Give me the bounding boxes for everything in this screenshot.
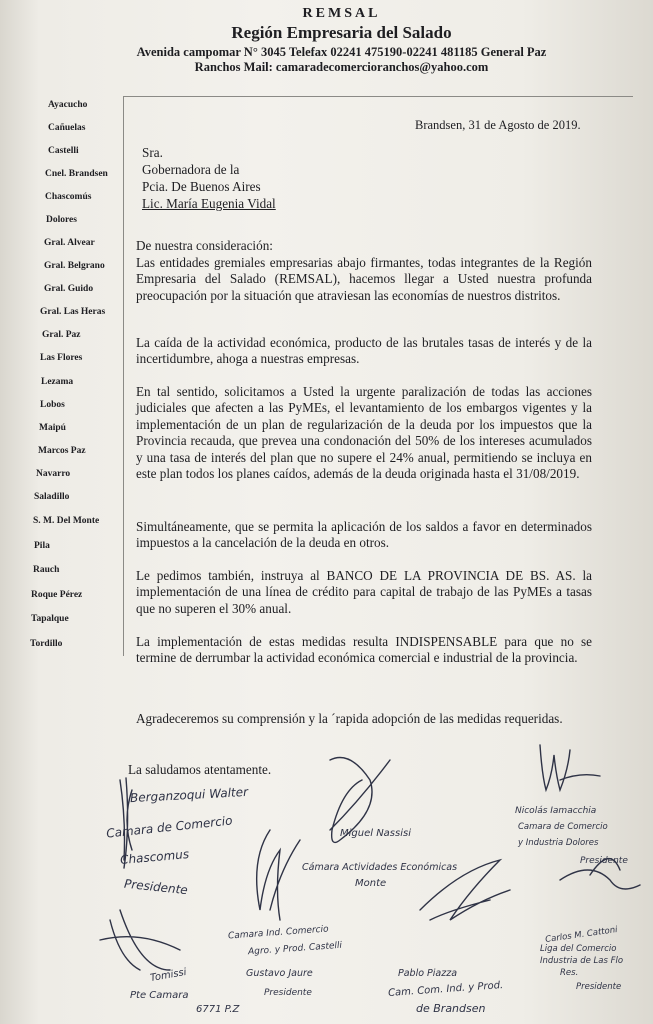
signature-4-line: Presidente	[264, 988, 312, 998]
signature-1-name: Berganzoqui Walter	[129, 784, 249, 806]
signature-6-line: Res.	[560, 968, 579, 978]
addressee-name: Lic. María Eugenia Vidal	[142, 196, 276, 211]
district-item: Maipú	[39, 423, 66, 433]
signature-2-line: Monte	[355, 878, 387, 889]
paragraph-1: Las entidades gremiales empresarias abajo firmantes, todas integrantes de la Región Empresaria del Salado (REMSAL), hacemos llegar a Usted nuestra profunda preocupación por la situación que atraviesan las economías de nuestros distritos.	[136, 255, 592, 303]
letter-date: Brandsen, 31 de Agosto de 2019.	[415, 118, 581, 132]
district-item: Tapalque	[31, 614, 69, 624]
district-item: Chascomús	[45, 192, 92, 202]
district-item: Rauch	[33, 565, 60, 575]
signature-3-line: Camara de Comercio	[518, 822, 608, 832]
org-address: Avenida campomar N° 3045 Telefax 02241 475190-02241 481185 General Paz	[136, 45, 547, 59]
district-item: Gral. Paz	[42, 330, 81, 340]
signature-7-name: Tomissi	[149, 966, 188, 985]
district-item: Pila	[34, 541, 50, 551]
sidebar-rule	[123, 96, 124, 656]
signature-5-line: Cam. Com. Ind. y Prod.	[387, 979, 504, 1000]
signature-4-name: Gustavo Jaure	[246, 968, 313, 979]
addressee-line: Sra.	[142, 145, 163, 160]
signature-6-line: Liga del Comercio	[540, 944, 617, 954]
district-item: Gral. Las Heras	[40, 307, 106, 317]
signatures-scribbles	[0, 740, 653, 1024]
closing: La saludamos atentamente.	[128, 762, 272, 777]
signature-2-name: Miguel Nassisi	[340, 828, 411, 839]
district-item: S. M. Del Monte	[33, 516, 100, 526]
district-item: Tordillo	[30, 639, 63, 649]
signature-4-line: Agro. y Prod. Castelli	[247, 940, 343, 958]
paragraph-4: Simultáneamente, que se permita la aplicación de los saldos a favor en determinados impuestos a la cancelación de la deuda en otros.	[136, 519, 592, 551]
signature-6-name: Carlos M. Cattoni	[544, 924, 619, 946]
district-item: Saladillo	[34, 492, 70, 502]
paragraph-6: La implementación de estas medidas resulta INDISPENSABLE para que no se termine de derrumbar la actividad económica comercial e industrial de la provincia.	[136, 634, 592, 666]
addressee-line: Pcia. De Buenos Aires	[142, 179, 261, 194]
signature-1-line: Chascomus	[119, 847, 190, 867]
signature-6-line: Industria de Las Flo	[540, 956, 624, 966]
addressee-block	[142, 144, 276, 212]
district-item: Roque Pérez	[31, 590, 83, 600]
district-item: Lobos	[40, 400, 65, 410]
signature-3-line: y Industria Dolores	[518, 838, 599, 848]
district-item: Gral. Alvear	[44, 238, 95, 248]
district-item: Marcos Paz	[38, 446, 86, 456]
signature-5-line: de Brandsen	[416, 1002, 486, 1015]
paragraph-3: En tal sentido, solicitamos a Usted la urgente paralización de todas las acciones judiciales que afecten a las PyMEs, el levantamiento de los embargos vigentes y la implementación de un plan de regularización de la deuda por los impuestos que la Provincia recauda, que prevea una condonación del 50% de los intereses acumulados y una tasa de interés del plan que no supere el 24% anual, permitiendo se incluya en este plan todos los planes caídos, además de la deuda originada hasta el 31/08/2019.	[136, 384, 592, 482]
org-mail: Ranchos Mail: camaradecomercioranchos@yahoo.com	[194, 60, 489, 74]
district-item: Navarro	[36, 469, 71, 479]
district-item: Ayacucho	[48, 100, 88, 110]
district-item: Castelli	[48, 146, 79, 156]
paragraph-7: Agradeceremos su comprensión y la ´rapida adopción de las medidas requeridas.	[136, 711, 563, 726]
signature-7-line: Pte Camara	[130, 990, 189, 1001]
paragraph-2: La caída de la actividad económica, producto de las brutales tasas de interés y de la incertidumbre, ahoga a nuestras empresas.	[136, 335, 592, 367]
signature-4-line: Camara Ind. Comercio	[227, 924, 329, 942]
signature-6-line: Presidente	[576, 982, 622, 992]
signature-2-line: Cámara Actividades Económicas	[302, 862, 458, 873]
district-item: Lezama	[41, 377, 74, 387]
signature-7-line: 6771 P.Z	[196, 1004, 240, 1015]
district-item: Gral. Guido	[44, 284, 94, 294]
region-name: Región Empresaria del Salado	[231, 23, 452, 42]
district-item: Las Flores	[40, 353, 83, 363]
signature-3-line: Presidente	[580, 856, 628, 866]
addressee-line: Gobernadora de la	[142, 162, 240, 177]
signature-1-line: Camara de Comercio	[105, 813, 234, 841]
signature-5-name: Pablo Piazza	[398, 968, 458, 979]
letterhead	[0, 6, 653, 75]
header-rule	[123, 96, 633, 97]
salutation: De nuestra consideración:	[136, 238, 273, 253]
district-item: Cnel. Brandsen	[45, 169, 108, 179]
org-name: REMSAL	[302, 6, 381, 21]
signature-3-name: Nicolás Iamacchia	[515, 806, 597, 816]
district-item: Dolores	[46, 215, 77, 225]
paragraph-5: Le pedimos también, instruya al BANCO DE LA PROVINCIA DE BS. AS. la implementación de una línea de crédito para capital de trabajo de las PyMEs a tasas que no superen el 30% anual.	[136, 568, 592, 616]
district-item: Gral. Belgrano	[44, 261, 105, 271]
signature-1-line: Presidente	[123, 876, 189, 898]
district-item: Cañuelas	[48, 123, 86, 133]
